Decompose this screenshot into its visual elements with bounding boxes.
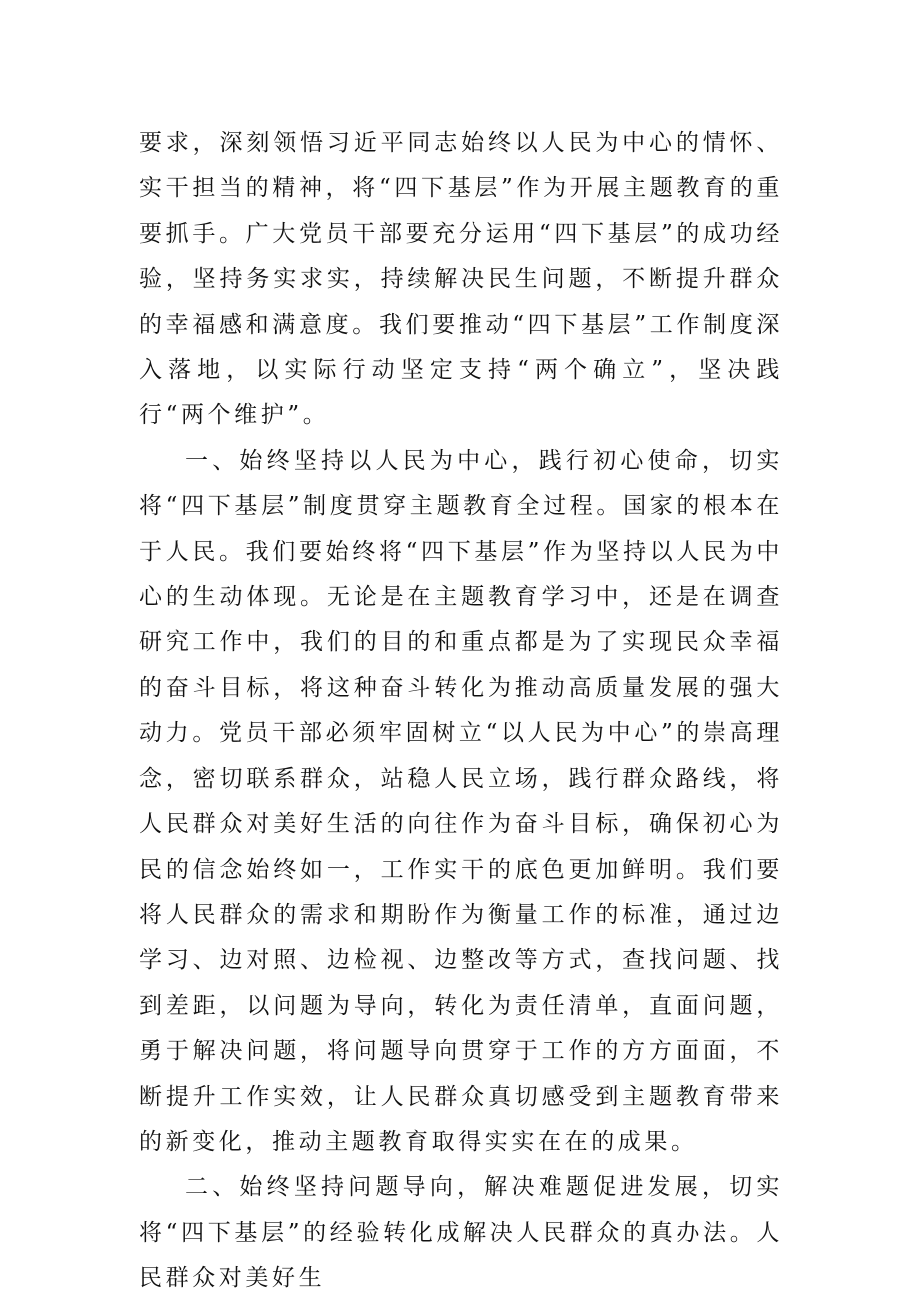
paragraph-section-one: 一、始终坚持以人民为中心，践行初心使命，切实将“四下基层”制度贯穿主题教育全过程。国家的根本在于人民。我们要始终将“四下基层”作为坚持以人民为中心的生动体现。无论是在主题教育学习中，还是在调查研究工作中，我们的目的和重点都是为了实现民众幸福的奋斗目标，将这种奋斗转化为推动高质量发展的强大动力。党员干部必须牢固树立“以人民为中心”的崇高理念，密切联系群众，站稳人民立场，践行群众路线，将人民群众对美好生活的向往作为奋斗目标，确保初心为民的信念始终如一，工作实干的底色更加鲜明。我们要将人民群众的需求和期盼作为衡量工作的标准，通过边学习、边对照、边检视、边整改等方式，查找问题、找到差距，以问题为导向，转化为责任清单，直面问题，勇于解决问题，将问题导向贯穿于工作的方方面面，不断提升工作实效，让人民群众真切感受到主题教育带来的新变化，推动主题教育取得实实在在的成果。 <box>139 447 783 1155</box>
document-body <box>139 121 783 1302</box>
paragraph-section-two: 二、始终坚持问题导向，解决难题促进发展，切实将“四下基层”的经验转化成解决人民群众的真办法。人民群众对美好生 <box>139 1174 783 1292</box>
paragraph-intro: 要求，深刻领悟习近平同志始终以人民为中心的情怀、实干担当的精神，将“四下基层”作为开展主题教育的重要抓手。广大党员干部要充分运用“四下基层”的成功经验，坚持务实求实，持续解决民生问题，不断提升群众的幸福感和满意度。我们要推动“四下基层”工作制度深入落地，以实际行动坚定支持“两个确立”，坚决践行“两个维护”。 <box>139 130 783 429</box>
